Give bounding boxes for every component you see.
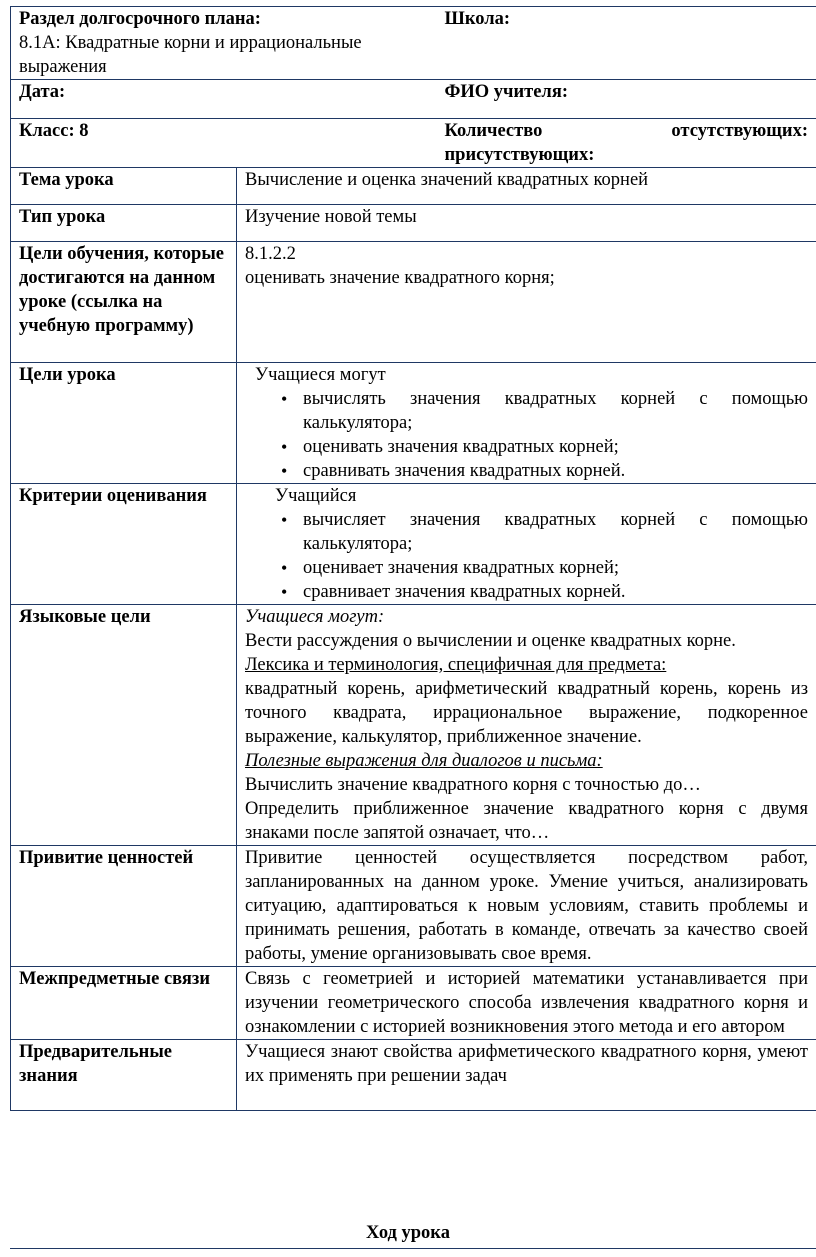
class-label: Класс: 8 <box>19 121 89 141</box>
lesson-goals-list <box>245 387 808 483</box>
learning-goals-label: Цели обучения, которые достигаются на данном уроке (ссылка на учебную программу) <box>19 244 224 336</box>
lesson-flow-title: Ход урока <box>366 1223 450 1243</box>
phrase-2: Определить приближенное значение квадратного корня с двумя знаками после запятой означает, что… <box>245 799 808 843</box>
lesson-goals-intro: Учащиеся могут <box>255 365 386 385</box>
school-label: Школа: <box>444 9 511 29</box>
absent-label: отсутствующих: <box>671 121 808 141</box>
language-can-text: Вести рассуждения о вычислении и оценке квадратных корне. <box>245 631 736 651</box>
lesson-goals-label: Цели урока <box>19 365 116 385</box>
row-topic <box>11 168 816 205</box>
language-goals-label: Языковые цели <box>19 607 151 627</box>
list-item: • сравнивает значения квадратных корней. <box>281 580 808 604</box>
phrase-1: Вычислить значение квадратного корня с точностью до… <box>245 775 701 795</box>
topic-label: Тема урока <box>19 170 114 190</box>
list-item: • вычислять значения квадратных корней с помощью калькулятора; <box>281 387 808 435</box>
row-interdisciplinary <box>11 967 816 1040</box>
row-prior-knowledge <box>11 1040 816 1111</box>
section-value: 8.1А: Квадратные корни и иррациональные выражения <box>19 33 362 77</box>
row-language-goals <box>11 605 816 846</box>
row-values <box>11 846 816 967</box>
header-row-section <box>11 7 816 80</box>
divider <box>10 1248 816 1249</box>
criteria-intro: Учащийся <box>275 486 357 506</box>
interdisciplinary-label: Межпредметные связи <box>19 969 211 989</box>
present-label: присутствующих: <box>444 145 595 165</box>
list-item: • вычисляет значения квадратных корней с помощью калькулятора; <box>281 508 808 556</box>
section-label: Раздел долгосрочного плана: <box>19 9 261 29</box>
type-label: Тип урока <box>19 207 106 227</box>
values-label: Привитие ценностей <box>19 848 194 868</box>
list-item: • сравнивать значения квадратных корней. <box>281 459 808 483</box>
list-item: • оценивать значения квадратных корней; <box>281 435 808 459</box>
lesson-plan-table <box>10 6 816 1111</box>
row-type <box>11 205 816 242</box>
vocab-title: Лексика и терминология, специфичная для предмета: <box>245 655 667 675</box>
prior-knowledge-text: Учащиеся знают свойства арифметического квадратного корня, умеют их применять при решении задач <box>245 1042 808 1086</box>
type-value: Изучение новой темы <box>245 207 417 227</box>
vocab-text: квадратный корень, арифметический квадратный корень, корень из точного квадрата, иррациональное выражение, подкоренное выражение, калькулятор, приближенное значение. <box>245 679 808 747</box>
date-label: Дата: <box>19 82 66 102</box>
criteria-label: Критерии оценивания <box>19 486 207 506</box>
row-lesson-goals <box>11 363 816 484</box>
row-learning-goals <box>11 242 816 363</box>
prior-knowledge-label: Предварительные знания <box>19 1042 172 1086</box>
language-can-title: Учащиеся могут: <box>245 607 385 627</box>
criteria-list <box>245 508 808 604</box>
header-row-date <box>11 80 816 119</box>
learning-goals-value: оценивать значение квадратного корня; <box>245 268 555 288</box>
interdisciplinary-text: Связь с геометрией и историей математики устанавливается при изучении геометрического способа извлечения квадратного корня и ознакомлении с историей возникновения этого метода и его автором <box>245 969 808 1037</box>
phrases-title: Полезные выражения для диалогов и письма: <box>245 751 603 771</box>
curriculum-code: 8.1.2.2 <box>245 244 296 264</box>
attendance-line <box>445 119 809 143</box>
row-criteria <box>11 484 816 605</box>
count-label: Количество <box>444 121 543 141</box>
list-item: • оценивает значения квадратных корней; <box>281 556 808 580</box>
header-row-class <box>11 119 816 168</box>
values-text: Привитие ценностей осуществляется посредством работ, запланированных на данном уроке. Умение учиться, анализировать ситуацию, адаптироваться к новым условиям, ставить проблемы и принимать решения, работать в команде, отвечать за качество своей работы, умение организовывать свое время. <box>245 848 808 964</box>
topic-value: Вычисление и оценка значений квадратных корней <box>245 170 649 190</box>
teacher-label: ФИО учителя: <box>444 82 568 102</box>
